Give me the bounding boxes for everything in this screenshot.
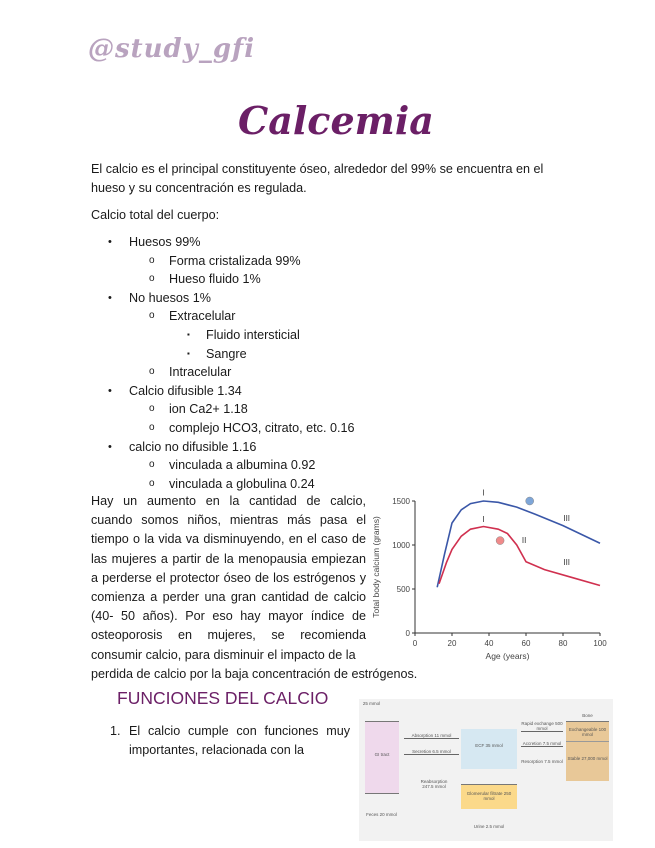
body-paragraph: Hay un aumento en la cantidad de calcio, cuando somos niños, mientras más pasa el tiempo o la vida va disminuyendo, en el caso de las mujeres a partir de la menopausia empiezan a perderse el protector óseo de los estrógenos y comienza a perder una gran cantidad de calcio (40- 50 años). Por eso hay mayor índice de osteoporosis en mujeres, se recomienda consumir calcio, para disminuir el impacto de la [91,494,366,662]
list-item-text: complejo HCO3, citrato, etc. 0.16 [169,420,355,435]
watermark-logo: @study_gfi [88,34,256,64]
gi-tract-box: GI tract [365,721,399,794]
list-item [91,233,355,252]
list-number: 1. [110,724,121,738]
list-item [91,363,355,382]
bullet-marker: • [108,236,112,248]
x-tick-label: 20 [447,639,457,648]
y-tick-label: 500 [396,585,410,594]
functions-list-item [110,722,350,760]
list-item [91,345,355,364]
exchangeable-bone-box: Exchangeable 100 mmol [566,721,609,741]
feces-label: Feces 20 mmol [366,812,397,817]
list-item [91,289,355,308]
list-item-text: Calcio difusible 1.34 [129,383,242,398]
list-item [91,270,355,289]
x-tick-label: 100 [593,639,607,648]
list-item-text: calcio no difusible 1.16 [129,439,257,454]
curve-phase-label: III [563,514,571,524]
bullet-marker: o [149,459,155,471]
y-axis-label: Total body calcium (grams) [371,516,381,618]
bullet-marker: o [149,366,155,378]
reabsorption-label: Reabsorption 247.5 mmol [420,779,448,789]
list-item-text: vinculada a albumina 0.92 [169,458,316,473]
curve-phase-label: II [521,536,527,546]
bullet-marker: o [149,273,155,285]
y-tick-label: 1500 [392,497,410,506]
y-tick-label: 0 [405,629,410,638]
bullet-marker: o [149,254,155,266]
stable-bone-box: Stable 27,000 mmol [566,741,609,781]
bullet-marker: ▪ [187,348,190,358]
secretion-arrow: Secretion 6.5 mmol [404,749,459,755]
total-calcium-label: Calcio total del cuerpo: [91,208,220,222]
bullet-marker: ▪ [187,329,190,339]
page-title: Calcemia [238,98,434,143]
intro-paragraph: El calcio es el principal constituyente óseo, alrededor del 99% se encuentra en el hueso y su concentración es regulada. [91,162,544,195]
bone-label: Bone [582,713,593,718]
list-item [91,400,355,419]
list-item-text: ion Ca2+ 1.18 [169,402,248,417]
bullet-marker: • [108,291,112,304]
bullet-marker: • [108,384,112,397]
ecf-box: ECF 35 mmol [461,729,517,769]
list-item [91,456,355,475]
list-item [91,307,355,326]
x-axis-label: Age (years) [485,651,530,661]
calcium-flow-diagram [359,699,613,841]
list-item-text: Huesos 99% [129,235,201,249]
curve-phase-label: I [482,488,485,498]
list-item [91,326,355,345]
rapid-exchange-arrow: Rapid exchange 500 mmol [521,721,563,731]
curve-phase-label: III [563,558,571,568]
list-item [91,475,355,494]
glomerular-box: Glomerular filtrate 250 mmol [461,784,517,809]
male-symbol-icon [526,497,534,505]
resorption-label: Resorption 7.5 mmol [521,759,563,764]
x-tick-label: 60 [521,639,531,648]
male-series-line [437,501,600,587]
list-item-text: Forma cristalizada 99% [169,253,301,268]
bullet-marker: o [149,421,155,433]
female-series-line [439,527,600,586]
section-heading: FUNCIONES DEL CALCIO [117,688,329,708]
list-item-text: No huesos 1% [129,290,211,305]
bullet-marker: o [149,403,155,415]
list-item-text: Extracelular [169,309,236,324]
list-item-text: Intracelular [169,365,232,380]
female-symbol-icon [496,537,504,545]
calcium-age-chart [365,488,620,668]
list-item-text: vinculada a globulina 0.24 [169,476,315,491]
list-item [91,252,355,271]
accretion-arrow: Accretion 7.5 mmol [522,741,562,746]
list-text: El calcio cumple con funciones muy importantes, relacionada con la [129,724,350,757]
list-item-text: Fluido intersticial [206,327,300,342]
x-tick-label: 40 [484,639,494,648]
list-item [91,419,355,438]
x-tick-label: 80 [558,639,568,648]
body-paragraph-end: perdida de calcio por la baja concentración de estrógenos. [91,667,418,681]
urine-label: Urine 2.5 mmol [473,824,505,829]
list-item [91,438,355,457]
y-tick-label: 1000 [392,541,410,550]
list-item-text: Hueso fluido 1% [169,272,261,287]
curve-phase-label: I [482,515,485,525]
absorption-arrow: Absorption 11 mmol [404,733,459,739]
intake-label: 25 mmol [362,701,381,706]
x-tick-label: 0 [412,639,418,648]
bullet-marker: o [149,310,155,322]
list-item [91,382,355,401]
calcium-list [91,233,355,493]
list-item-text: Sangre [206,346,247,361]
bullet-marker: o [149,477,155,489]
bullet-marker: • [108,440,112,453]
